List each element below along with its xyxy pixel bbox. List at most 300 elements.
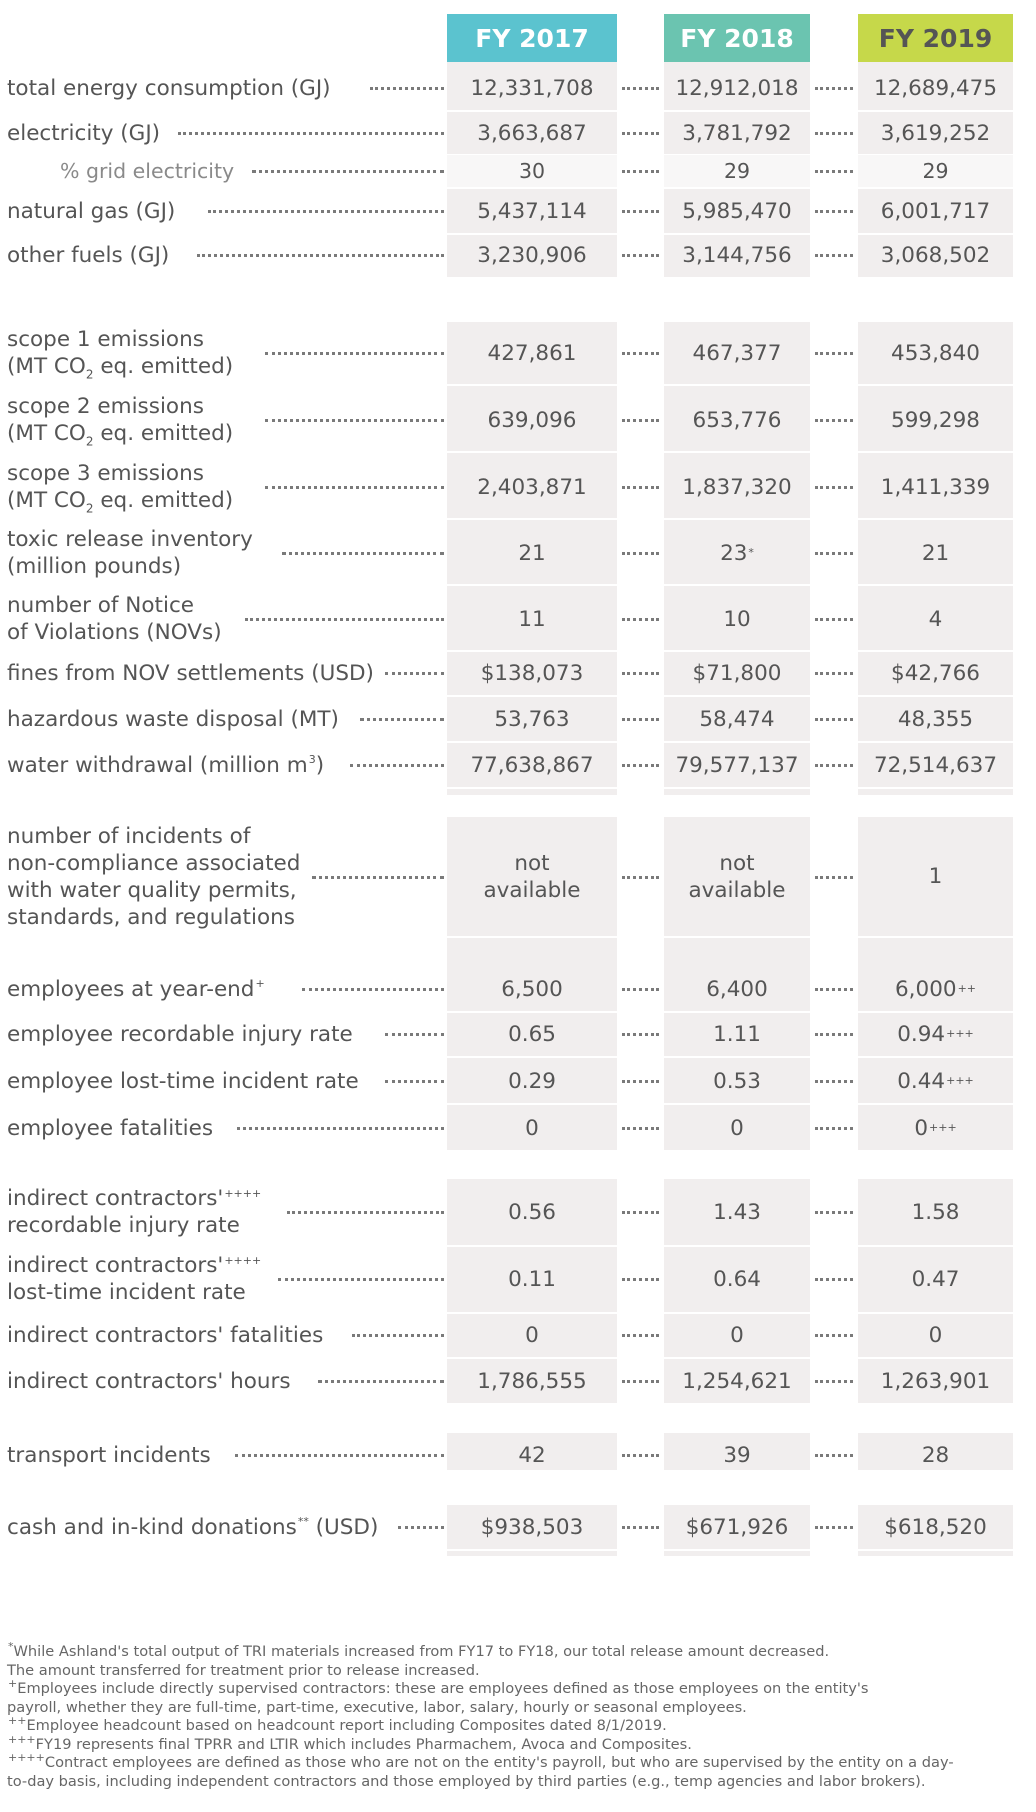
footnotes	[7, 1640, 1032, 1791]
header-fy2017: FY 2017	[447, 14, 617, 62]
value-cell	[664, 1433, 810, 1477]
value-text: 11	[518, 606, 546, 632]
value-text: 30	[518, 158, 546, 183]
row-label	[7, 1359, 291, 1403]
leader-dots	[622, 254, 659, 257]
leader-dots	[265, 486, 444, 489]
value-cell	[664, 697, 810, 741]
value-cell	[664, 155, 810, 187]
value-line: available	[688, 877, 786, 903]
value-cell	[447, 1505, 617, 1549]
value-cell	[858, 697, 1013, 741]
leader-dots	[815, 876, 853, 879]
value-cell	[664, 389, 810, 451]
row-label	[7, 1012, 353, 1056]
value-cell	[858, 389, 1013, 451]
row-label	[7, 389, 233, 451]
value-text: $938,503	[480, 1514, 584, 1540]
value-text: 467,377	[692, 340, 782, 366]
row-separator	[0, 518, 1036, 520]
row-separator	[0, 936, 1036, 938]
row-label-line: scope 3 emissions	[7, 461, 204, 486]
leader-dots	[208, 210, 444, 213]
value-text: 1.58	[911, 1199, 960, 1225]
leader-dots	[398, 1526, 444, 1529]
value-text: 599,298	[891, 407, 980, 433]
value-text: 3,230,906	[477, 242, 587, 268]
value-text: 0	[730, 1115, 744, 1141]
leader-dots	[622, 1211, 659, 1214]
row-label	[7, 743, 324, 787]
value-text: 58,474	[699, 706, 775, 732]
value-cell	[858, 155, 1013, 187]
value-text: 12,912,018	[675, 75, 799, 101]
row-label-line	[7, 752, 324, 779]
leader-dots	[815, 552, 853, 555]
leader-dots	[287, 1211, 444, 1214]
row-label	[7, 322, 233, 384]
row-label-line: scope 1 emissions	[7, 327, 204, 352]
row-label-line: of Violations (NOVs)	[7, 620, 222, 645]
value-cell	[447, 1359, 617, 1403]
value-text: 10	[723, 606, 751, 632]
value-text: 3,663,687	[477, 120, 587, 146]
row-label-line: recordable injury rate	[7, 1213, 240, 1238]
leader-dots	[265, 352, 444, 355]
leader-dots	[385, 1033, 444, 1036]
footnote-line	[7, 1662, 1032, 1681]
value-text: 53,763	[494, 706, 570, 732]
value-cell	[664, 651, 810, 695]
leader-dots	[622, 419, 659, 422]
leader-dots	[302, 988, 444, 991]
footnote-line	[7, 1751, 1032, 1773]
leader-dots	[235, 1454, 444, 1457]
value-text: 3,619,252	[880, 120, 991, 146]
leader-dots	[197, 254, 444, 257]
value-text: 12,689,475	[873, 75, 998, 101]
row-label	[7, 522, 253, 584]
value-text: 1,786,555	[477, 1368, 587, 1394]
row-label-text: indirect contractors'	[7, 1186, 224, 1211]
value-text: 3,068,502	[880, 242, 991, 268]
row-label-text: (MT CO	[7, 354, 86, 379]
value-text	[688, 850, 785, 904]
value-cell: 6,000 ++	[895, 976, 976, 1002]
value-cell	[447, 389, 617, 451]
value-cell	[664, 66, 810, 110]
footnote-mark: +	[255, 977, 265, 991]
leader-dots	[622, 132, 659, 135]
row-label	[7, 1179, 261, 1245]
footnote-line	[7, 1773, 1032, 1792]
footnote-text: While Ashland's total output of TRI materials increased from FY17 to FY18, our total release amount decreased.	[13, 1643, 830, 1660]
footnote-mark: **	[297, 1515, 309, 1529]
value-text: 6,500	[501, 976, 563, 1002]
footnote-mark: ++++	[224, 1253, 262, 1267]
leader-dots	[318, 1380, 444, 1383]
leader-dots	[622, 718, 659, 721]
row-separator	[0, 451, 1036, 453]
leader-dots	[312, 876, 444, 879]
value-cell	[664, 456, 810, 518]
value-text: 0.53	[713, 1068, 761, 1094]
value-cell	[664, 1059, 810, 1103]
leader-dots	[350, 764, 444, 767]
value-text: 0	[730, 1322, 744, 1348]
value-text: 1	[928, 864, 943, 889]
value-text: 0.44	[897, 1068, 946, 1094]
value-cell	[664, 817, 810, 936]
footnote-text: Contract employees are defined as those who are not on the entity's payroll, but who are supervised by the entity on a day-	[44, 1754, 954, 1771]
footnote-mark: *	[8, 1640, 14, 1654]
leader-dots	[178, 132, 444, 135]
value-text: 0	[914, 1115, 929, 1141]
value-text: 23	[720, 540, 748, 566]
value-line: not	[719, 850, 755, 876]
row-label-text: % grid electricity	[60, 158, 235, 183]
value-text: 0	[525, 1322, 539, 1348]
value-cell	[858, 1433, 1013, 1477]
value-cell	[447, 651, 617, 695]
value-text: 0.64	[713, 1266, 761, 1292]
value-text: 0.94	[897, 1021, 946, 1047]
value-cell	[447, 1106, 617, 1150]
leader-dots	[265, 419, 444, 422]
leader-dots	[622, 352, 659, 355]
value-text: 77,638,867	[470, 752, 594, 778]
value-text: 1,263,901	[880, 1368, 991, 1394]
leader-dots	[622, 1526, 659, 1529]
value-cell	[447, 1433, 617, 1477]
row-label-line: lost-time incident rate	[7, 1280, 246, 1305]
row-label	[7, 1313, 323, 1357]
value-cell	[664, 189, 810, 233]
value-text: 0.47	[911, 1266, 960, 1292]
value-cell	[447, 588, 617, 650]
row-separator	[0, 1477, 1036, 1479]
value-text: 29	[922, 158, 949, 183]
row-label	[7, 651, 374, 695]
value-cell	[858, 1179, 1013, 1245]
subscript-2: 2	[85, 367, 94, 382]
value-cell	[858, 1359, 1013, 1403]
leader-dots	[815, 1211, 853, 1214]
value-cell	[447, 967, 617, 1011]
row-label-line: with water quality permits,	[7, 877, 297, 903]
leader-dots	[622, 988, 659, 991]
value-cell	[858, 189, 1013, 233]
row-label-text: indirect contractors' fatalities	[7, 1322, 324, 1348]
value-text: 0.65	[508, 1021, 556, 1047]
row-separator	[0, 1403, 1036, 1405]
row-label-text: electricity (GJ)	[7, 120, 161, 146]
row-separator	[0, 1056, 1036, 1058]
row-label-line	[7, 1514, 378, 1541]
leader-dots	[815, 672, 853, 675]
row-separator	[0, 1150, 1036, 1152]
value-cell	[664, 1246, 810, 1312]
row-label	[7, 233, 169, 277]
value-cell	[664, 588, 810, 650]
row-separator	[0, 787, 1036, 789]
value-cell: 0 +++	[914, 1115, 957, 1141]
leader-dots	[385, 1080, 444, 1083]
footnote-text: payroll, whether they are full-time, part-time, executive, labor, salary, hourly or seasonal employees.	[7, 1698, 747, 1716]
leader-dots	[622, 1380, 659, 1383]
footnote-text: to-day basis, including independent contractors and those employed by third parties (e.g., temp agencies and labor brokers).	[7, 1772, 926, 1790]
value-text: 48,355	[897, 706, 974, 732]
row-label-line: (million pounds)	[7, 554, 182, 579]
value-text: 21	[921, 540, 950, 566]
leader-dots	[622, 1033, 659, 1036]
row-label	[7, 697, 339, 741]
value-cell	[858, 456, 1013, 518]
value-cell: 23 *	[720, 540, 754, 566]
row-label-text: total energy consumption (GJ)	[7, 75, 331, 101]
leader-dots	[815, 486, 853, 489]
row-label-line	[7, 976, 265, 1003]
value-cell	[447, 1179, 617, 1245]
superscript-3: 3	[308, 753, 316, 767]
value-text: 1.43	[713, 1199, 761, 1225]
leader-dots	[622, 87, 659, 90]
value-cell	[447, 1246, 617, 1312]
leader-dots	[282, 552, 444, 555]
value-cell	[664, 322, 810, 384]
group-gap	[0, 1405, 1036, 1433]
value-text: 453,840	[891, 340, 980, 366]
value-cell	[447, 743, 617, 787]
leader-dots	[622, 1334, 659, 1337]
leader-dots	[815, 1278, 853, 1281]
footnote-mark: +++	[8, 1732, 36, 1746]
row-separator	[0, 277, 1036, 279]
value-text: 1,837,320	[682, 474, 792, 500]
row-label	[7, 1505, 378, 1549]
row-separator	[0, 1549, 1036, 1551]
row-label-line: toxic release inventory	[7, 527, 253, 552]
row-label	[7, 66, 331, 110]
row-label-text: indirect contractors' hours	[7, 1368, 291, 1394]
leader-dots	[815, 210, 853, 213]
leader-dots	[370, 87, 444, 90]
leader-dots	[352, 1334, 444, 1337]
row-label-line	[7, 487, 233, 514]
value-text: 1,254,621	[682, 1368, 792, 1394]
row-label-text: eq. emitted)	[93, 488, 234, 513]
row-label-text: employee fatalities	[7, 1115, 214, 1141]
row-label-text: employee lost-time incident rate	[7, 1068, 359, 1094]
value-text: 639,096	[487, 407, 577, 433]
footnote-text: Employees include directly supervised contractors: these are employees defined as those employees on the entity's	[17, 1680, 869, 1697]
row-label	[7, 1059, 359, 1103]
value-cell	[858, 66, 1013, 110]
row-label	[7, 1433, 211, 1477]
value-cell	[447, 522, 617, 584]
value-cell	[447, 112, 617, 154]
footnote-mark: +	[8, 1677, 18, 1691]
value-cell	[858, 588, 1013, 650]
value-text: 1.11	[713, 1021, 761, 1047]
value-cell	[858, 743, 1013, 787]
leader-dots	[815, 132, 853, 135]
value-cell	[664, 1179, 810, 1245]
leader-dots	[815, 718, 853, 721]
leader-dots	[237, 1127, 444, 1130]
header-fy2018: FY 2018	[664, 14, 810, 62]
row-separator	[0, 384, 1036, 386]
row-label-text: eq. emitted)	[93, 421, 234, 446]
value-text: 0.29	[508, 1068, 556, 1094]
row-separator	[0, 1103, 1036, 1105]
value-text: 1,411,339	[880, 474, 991, 500]
value-cell	[447, 1012, 617, 1056]
value-cell	[664, 112, 810, 154]
footnote-mark: ++++	[8, 1751, 45, 1765]
row-label-line	[7, 1252, 261, 1279]
row-label-line	[7, 1185, 261, 1212]
value-cell	[447, 233, 617, 277]
value-cell: 0.44 +++	[897, 1068, 974, 1094]
row-label-line: number of incidents of	[7, 823, 251, 849]
leader-dots	[622, 210, 659, 213]
value-text: 6,400	[706, 976, 768, 1002]
row-label	[7, 189, 175, 233]
leader-dots	[815, 352, 853, 355]
row-label-text: employees at year-end	[7, 976, 255, 1002]
row-label	[7, 1246, 261, 1312]
value-cell	[447, 456, 617, 518]
value-cell	[858, 112, 1013, 154]
subscript-2: 2	[85, 434, 94, 449]
row-label-text: hazardous waste disposal (MT)	[7, 706, 339, 732]
value-cell	[664, 743, 810, 787]
leader-dots	[815, 1033, 853, 1036]
value-text: $138,073	[480, 660, 584, 686]
value-text: 3,781,792	[682, 120, 792, 146]
value-text: 3,144,756	[682, 242, 792, 268]
row-label-text: cash and in-kind donations	[7, 1514, 297, 1540]
value-line: not	[514, 850, 550, 876]
footnote-line	[7, 1699, 1032, 1718]
value-text: $618,520	[884, 1514, 987, 1540]
row-label-text: fines from NOV settlements (USD)	[7, 660, 374, 686]
row-separator	[0, 584, 1036, 586]
group-gap	[0, 795, 1036, 817]
leader-dots	[815, 1127, 853, 1130]
value-text: $671,926	[685, 1514, 789, 1540]
leader-dots	[815, 170, 853, 173]
value-cell	[447, 66, 617, 110]
value-cell	[664, 967, 810, 1011]
value-cell	[447, 155, 617, 187]
row-label-line: number of Notice	[7, 593, 194, 618]
row-label-text: other fuels (GJ)	[7, 242, 170, 268]
leader-dots	[622, 672, 659, 675]
leader-dots	[622, 1080, 659, 1083]
value-cell	[664, 1359, 810, 1403]
row-label-text: natural gas (GJ)	[7, 198, 176, 224]
row-label	[7, 967, 265, 1011]
leader-dots	[622, 170, 659, 173]
value-cell	[664, 1505, 810, 1549]
leader-dots	[815, 764, 853, 767]
value-cell	[858, 651, 1013, 695]
leader-dots	[622, 486, 659, 489]
value-cell	[858, 1505, 1013, 1549]
value-cell	[447, 322, 617, 384]
value-text: 72,514,637	[873, 752, 998, 778]
value-text: 28	[921, 1442, 950, 1468]
leader-dots	[815, 1454, 853, 1457]
value-text: 427,861	[487, 340, 577, 366]
value-text: $42,766	[891, 660, 980, 686]
value-text: 6,001,717	[880, 198, 991, 224]
value-cell	[858, 1313, 1013, 1357]
value-cell	[664, 1106, 810, 1150]
value-cell: 0.94 +++	[897, 1021, 974, 1047]
row-label-line	[7, 353, 233, 380]
leader-dots	[622, 1278, 659, 1281]
leader-dots	[385, 672, 444, 675]
row-label-text: (MT CO	[7, 488, 86, 513]
row-label-line: standards, and regulations	[7, 904, 295, 930]
row-label-line: non-compliance associated	[7, 850, 301, 876]
leader-dots	[815, 254, 853, 257]
leader-dots	[815, 618, 853, 621]
leader-dots	[360, 718, 444, 721]
leader-dots	[815, 988, 853, 991]
leader-dots	[815, 1080, 853, 1083]
value-cell	[447, 1313, 617, 1357]
value-text: 0	[525, 1115, 539, 1141]
value-cell	[447, 817, 617, 936]
footnote-line	[7, 1640, 1032, 1662]
value-cell	[664, 1012, 810, 1056]
value-text: 6,000	[895, 976, 957, 1002]
leader-dots	[815, 1334, 853, 1337]
value-text: 79,577,137	[675, 752, 799, 778]
value-text: 21	[518, 540, 546, 566]
footnote-text: Employee headcount based on headcount report including Composites dated 8/1/2019.	[26, 1717, 667, 1734]
row-label-text: water withdrawal (million m	[7, 752, 308, 778]
value-text: 653,776	[692, 407, 782, 433]
footnote-text: FY19 represents final TPRR and LTIR which includes Pharmachem, Avoca and Composites.	[35, 1735, 692, 1753]
header-fy2019: FY 2019	[858, 14, 1013, 62]
value-text: 5,437,114	[477, 198, 587, 224]
footnote-line	[7, 1714, 1032, 1736]
footnote-mark: ++++	[224, 1186, 262, 1200]
row-label-text: transport incidents	[7, 1442, 211, 1468]
footnote-line	[7, 1732, 1032, 1755]
value-text: 2,403,871	[477, 474, 587, 500]
leader-dots	[622, 764, 659, 767]
value-text: $71,800	[692, 660, 782, 686]
leader-dots	[278, 1278, 444, 1281]
row-label-text: employee recordable injury rate	[7, 1021, 353, 1047]
value-cell	[447, 1059, 617, 1103]
value-text: 5,985,470	[682, 198, 792, 224]
leader-dots	[622, 876, 659, 879]
leader-dots	[622, 1454, 659, 1457]
value-text: 39	[723, 1442, 751, 1468]
subscript-2: 2	[85, 501, 94, 516]
value-cell	[858, 233, 1013, 277]
value-text: 0	[928, 1322, 943, 1348]
leader-dots	[815, 419, 853, 422]
row-label	[7, 456, 233, 518]
